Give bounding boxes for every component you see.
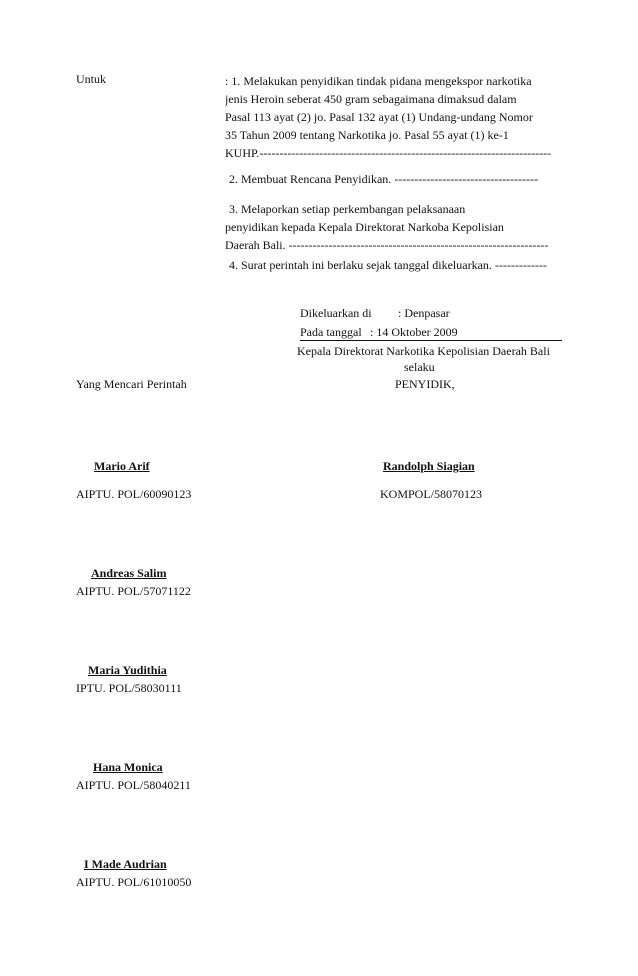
issued-office: Kepala Direktorat Narkotika Kepolisian Daerah Bali: [297, 344, 550, 358]
instruction-line: penyidikan kepada Kepala Direktorat Narkoba Kepolisian: [225, 220, 504, 234]
signer-id: IPTU. POL/58030111: [76, 681, 182, 695]
issued-place-label: Dikeluarkan di: [300, 306, 372, 320]
issued-role-prefix: selaku: [404, 360, 435, 374]
instruction-item-4: [229, 256, 566, 274]
investigator-name: Randolph Siagian: [383, 459, 475, 473]
instruction-line: : 1. Melakukan penyidikan tindak pidana mengekspor narkotika: [225, 74, 532, 88]
investigator-id: KOMPOL/58070123: [380, 487, 483, 501]
instruction-line: jenis Heroin seberat 450 gram sebagaimana dimaksud dalam: [225, 92, 517, 106]
signer-name: Andreas Salim: [91, 566, 167, 580]
instruction-item-2: [229, 170, 566, 188]
instruction-item-1: [225, 72, 562, 162]
issued-date-value: : 14 Oktober 2009: [370, 325, 458, 339]
signer-name: Mario Arif: [94, 459, 150, 473]
signer-id: AIPTU. POL/57071122: [76, 584, 191, 598]
instruction-item-3: [225, 200, 562, 254]
signer-name: I Made Audrian: [84, 857, 167, 871]
instruction-line: KUHP.-------------------------------------------------------------------------: [225, 146, 552, 160]
issued-place-value: : Denpasar: [398, 306, 450, 320]
issued-date-label: Pada tanggal: [300, 325, 362, 339]
signer-name: Maria Yudithia: [88, 663, 167, 677]
issued-underline: [300, 340, 562, 341]
instruction-line: 2. Membuat Rencana Penyidikan. ------------------------------------: [229, 172, 539, 186]
instruction-line: 35 Tahun 2009 tentang Narkotika jo. Pasal 55 ayat (1) ke-1: [225, 128, 509, 142]
instruction-line: Pasal 113 ayat (2) jo. Pasal 132 ayat (1) Undang-undang Nomor: [225, 110, 533, 124]
signer-id: AIPTU. POL/60090123: [76, 487, 192, 501]
signer-id: AIPTU. POL/58040211: [76, 778, 191, 792]
instruction-line: 4. Surat perintah ini berlaku sejak tanggal dikeluarkan. -------------: [229, 258, 547, 272]
untuk-label: Untuk: [76, 72, 106, 86]
instruction-line: 3. Melaporkan setiap perkembangan pelaksanaan: [229, 202, 466, 216]
signer-id: AIPTU. POL/61010050: [76, 875, 192, 889]
requester-label: Yang Mencari Perintah: [76, 377, 187, 391]
instruction-line: Daerah Bali. -----------------------------------------------------------------: [225, 238, 549, 252]
investigator-role: PENYIDIK,: [395, 377, 455, 391]
signer-name: Hana Monica: [93, 760, 163, 774]
